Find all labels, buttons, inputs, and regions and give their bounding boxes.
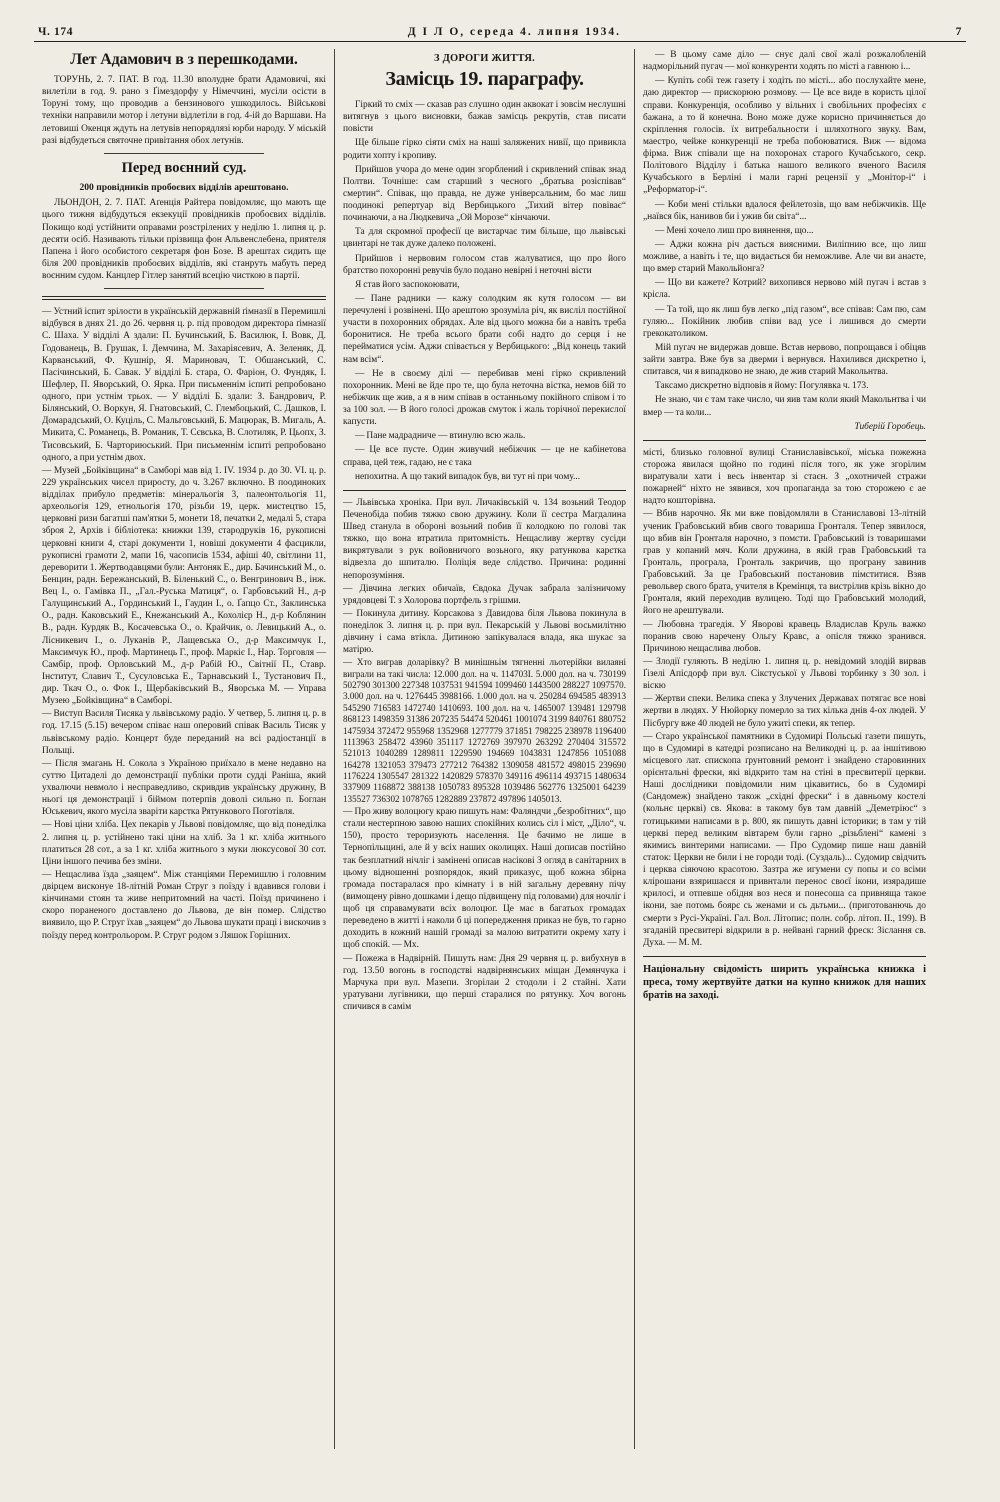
- news-item: — Про живу волоцюгу краю пишуть нам: Фаляндчи „безробітних“, що стали нестерпною завою наших спокійних колись сіл і міст, „Діло“, ч. 150), просто тероризують населення. Це бачимо не лише в Тернопільщині, але й у всіх наших околицях. Наші дописав постійно так безплатний нічліг і замінені описав насікові З огляд в санітарних в цьому відношенні розпорядок, який приказує, щоб кожна збірна громада постаралася про кімнату і в ній загальну деревяну пічу (вимощену рівно дошками і дещо підвищену під головами) для ночліг і щоб ця справамувати всіх волоцюг. Це має в багатьох громадах переведено в житті і наколи б ці попередження приказ не був, то гарно доходить в кожний нашій громаді за малою витратити окрему хату і щоб спокій. — Мх.: [343, 807, 626, 951]
- feuilleton-paragraph: — Не в своєму ділі — перебивав мені гірко скривлений похоронник. Мені ве йде про те, що була неточна вістка, немов бій то небіжчик ще жив, а я в ним співав в останньому покійного співом і то за 100 зол. — В його голосі дрожав смуток і жаль торічної перекислої капусти.: [343, 368, 626, 428]
- column-1: [34, 49, 334, 1449]
- feuilleton-paragraph: Я став його заспокоювати,: [355, 279, 460, 290]
- promotional-notice: Національну свідомість ширить українська книжка і преса, тому жертвуйте датки на купно книжок для наших братів на заході.: [643, 963, 926, 1002]
- news-item: — Після змагань Н. Сокола з Україною приїхало в мене недавно на суттю Цитаделі до демонстрації публіки проти судді Раніша, який ухвалючи невмоло і несправедливо, скривдив українську дружину, В ньогі ця демонстрації і біймом потерпів доволі сильно п. Боглан Юськевич, якого мусіла зваріти карстка Рятункового Поготівля.: [42, 758, 326, 818]
- divider: [104, 153, 263, 154]
- feuilleton-paragraph: — Пане мадрадниче — втинулю всю жаль.: [355, 431, 526, 442]
- feuilleton-paragraph: — Коби мені стільки вдалося фейлетозів, що вам небіжчиків. Ще „наївся бік, нанивов би і ужив би світа“...: [643, 199, 926, 222]
- feuilleton-paragraph: Прийшов учора до мене один згорблений і скривлений співак знад Полтви. Точніше: сам старший з чесного „братьва розіспівав“ смертин“. Співак, що правда, не дуже універсальним, бо має лиш поодинокі репертуар від Вербицького „Тихий вітер повіває“ починаючи, а на Людкевича „Ой Морозе“ кінчаючи.: [343, 164, 626, 224]
- feuilleton-paragraph: Та для скромної професії це вистарчає тим більше, що львівські цвинтарі не так дуже далеко положені.: [343, 227, 626, 250]
- news-item: місті, близько головної вулиці Станиславівської, міська пожежна сторожа явилася щойно по годині після того, як уже згорілим виратували хати і весь інвентар зі стаєн. З „охотничей стражи пожарней“ ніхто не зявився, хоч пропаганда за тою сторожею є ае надто кошторівна.: [643, 447, 926, 507]
- feuilleton-paragraph: — Мені хочело лиш про виянення, що...: [655, 225, 814, 236]
- feuilleton-signature: Тиберій Горобець.: [854, 421, 926, 432]
- divider: [104, 288, 263, 289]
- news-item: — Жертви спеки. Велика спека у Злучених Державах потягає все нові жертви в людях. У Нюйорку померло за тих кілька днів 4-ох людей. У Пісбургу вже 40 людей не було ужиті спеки, як тепер.: [643, 694, 926, 729]
- news-item: — Пожежа в Надвірній. Пишуть нам: Дня 29 червня ц. р. вибухнув в год. 13.50 вогонь в господстві надвірнянських міщан Демянчука і Марчука при вул. Мазепи. Згорілаи 2 стодоли і 2 стайні. Хати уратувани лугівники, що перші старалися по рятунку. Хоч вогонь спичився в самім: [343, 953, 626, 1013]
- feuilleton-paragraph: — Та той, що як лиш був легко „під газом“, все співав: Сам пю, сам гуляю... Покійник любив співи вад усе і лишився до смерти грекокатоликом.: [643, 304, 926, 339]
- section-divider: [42, 296, 326, 300]
- feuilleton-paragraph: Не знаю, чи є там таке число, чи яив там коли який Макольнтва і чи вмер — та коли...: [643, 395, 926, 418]
- news-item: — Дівчина легких обичаїв, Євдока Дучак забрала залізничому урядовцеві Т. з Холорова портфель з грішми.: [343, 583, 626, 606]
- section-divider: [343, 490, 626, 491]
- article-body-flight: ТОРУНЬ, 2. 7. ПАТ. В год. 11.30 вполудне брати Адамовичі, які вилетіли в год. 9. рано з Ґімездорфу у Німеччині, мусіли осісти в Торуні тому, що проводив а бензинового ушкодилось. Військові техніки направили мотор і летуни відлетіли в год. 4-ій до Варшави. На летовиші Окенця ждуть на летувів непорядлязі юрби народу. У міській разі відбудеться святочне привітання обох летунів.: [42, 75, 326, 146]
- article-body-court: ЛЬОНДОН, 2. 7. ПАТ. Аґенція Райтера повідомляє, що мають ще цього тижня відбудуться екзекуції провідників пробоєвих відділів. Покищо коді устійнити оправами розстрілених у неділю 1. липня ц. р. десяти осіб. Називають тільки прізвища фон Альвенслебена, приятеля Папена і його особистого секретаря фон Бозе. В арештах сидить ще біля 200 провідників пробоєвих відділів, які станруть мабуть перед воєнним судом. Канцлер Гітлер занятий всецію чисткою в партії.: [42, 198, 326, 281]
- feuilleton-paragraph: непохитна. А що такий випадок був, ви тут ні при чому...: [355, 471, 581, 482]
- news-item: — Вбив нарочно. Як ми вже повідомляли в Станиславові 13-літній ученик Грабовський вбив свого товариша Гронталя. Тепер зявилося, що вбив він Гронталя нарочно, з помсти. Грабовський із товаришами грав у копаний мяч. Коли дружина, в якій грав Грабовський та Гронталь, програла, Гронталь закричив, що програну завинив Грабовський. За це Грабовський постановив пімститися. Взяв револьвер свого брата, учителя в Кремінця, та вистрілив крізь вікно до Гронталя, який переходив вулицею. Тоді що Грабовський молодий, його не арештували.: [643, 509, 926, 617]
- feuilleton-paragraph: — Що ви кажете? Котрий? вихопився нервово мій пугач і встав з крісла.: [643, 278, 926, 301]
- masthead-issue: Ч. 174: [38, 26, 74, 38]
- feuilleton-paragraph: — Аджи кожна річ дається виясними. Виліпнию все, що лиш можливе, а навіть і те, що видається би неможливе. Але чи ви анаєте, що вмер старий Макольйонга?: [643, 239, 926, 275]
- article-headline-court: Перед воєнний суд.: [121, 159, 247, 176]
- masthead: [34, 26, 966, 41]
- news-item: — Злодії гуляють. В неділю 1. липня ц. р. невідомий злодій вирвав Ґізелі Апісдорф при вул. Сікстуської у Львові торбинку з 30 зол. і віскю: [643, 656, 926, 692]
- news-item: — Нові ціни хліба. Цех пекарів у Львові повідомляє, що від понеділка 2. липня ц. р. устійнено такі ціни на хліб. За 1 кг. хліба житнього платиться 28 сот., а за 1 кг. хліба житнього з муки люксусової 30 сот. Ціни іншого печива без зміни.: [42, 820, 326, 867]
- feuilleton-paragraph: — Це все пусте. Один живучий небіжчик — це не кабінетова справа, цей теж, гадаю, не є така: [343, 445, 626, 468]
- feuilleton-paragraph: Гіркий то сміх — сказав раз слушно один аквокат і зовсім неслушні витягнув з цього висновки, бажав замісць рекрутів, став писати повісти: [343, 100, 626, 135]
- section-divider: [643, 440, 926, 441]
- news-item-lottery: — Хто виграв доларівку? В минішньім тягненні льотерійки вилаяні виграли на такі числа: 12.000 дол. на ч. 114703І. 5.000 дол. на ч. 730199 502790 301300 227348 1037531 941594 1099460 1443500 288227 1097570. 3.000 дол. на ч. 1276445 3988166. 1.000 дол. на ч. 250284 694585 483913 545290 716583 1472740 1410693. 100 дол. на ч. 1465007 139481 129798 868123 1498359 31386 207235 54474 520461 1001074 3199 840761 880752 1475934 372472 955968 1352968 1277779 371851 798225 238978 1196400 1113963 258472 43960 351117 1272769 397970 263292 270404 315572 521013 1040289 1289811 1229590 194669 1043831 1247856 1051088 164278 1321053 379473 277212 764382 1309058 481572 498015 239690 1176224 1305547 281322 1420829 578370 349116 496114 493715 1480634 337909 1168872 388138 1050783 895328 1039486 562776 1325001 64239 135527 736302 1078765 1282889 237872 497896 1405013.: [343, 657, 626, 804]
- news-item: — Львівська хроніка. При вул. Личаківській ч. 134 возьний Теодор Печенобіда побив тяжко свою дружину. Коли її сестра Магдалина Швед станула в обороні возьний побив її колодкою по голові так тяжко, що вона втратила притомність. Нещасливу жертву сусіди викрятували з рук войовничого возьного, яку ратункова карєтка відвезла до шпиталю. Поліція веде слідство. Причина: родинні непорозуміння.: [343, 497, 626, 581]
- news-item: — Нещаслива їзда „заяцем“. Між станціями Перемишлю і головним двірцем висконуе 18-літній Роман Струг з поїзду і вдавився голови і кінчинами стоян та живе непритомний на часті. Поїзд причинено і скоро пораненого доставлено до Львова, де він помер. Слідство виявило, що Р. Струг їхав „заяцем“ до Львова шукати праці і вискочив з поїзду перед контрольором. Р. Струг родом з Ляшок Горішних.: [42, 869, 326, 941]
- feuilleton-paragraph: Прийшов і нервовим голосом став жалуватися, що про його братство похоронні ревучів було подано невірні і неточні вісти: [343, 253, 626, 276]
- news-item: — Виступ Василя Тисяка у львівському радіо. У четвер, 5. липня ц. р. в год. 17.15 (5.15) вечером співає наш оперовий співак Василь Тисяк у львівському радіо. Концерт буде переданий на всі радіостанції в Польщі.: [42, 709, 326, 756]
- masthead-title: Д І Л О, середа 4. липня 1934.: [407, 26, 621, 38]
- feuilleton-title: Замісць 19. параграфу.: [385, 68, 584, 90]
- column-2: [334, 49, 634, 1449]
- feuilleton-paragraph: Ще більше гірко сіяти сміх на наші заляжених нивії, що привикла родити хопту і кропиву.: [343, 138, 626, 161]
- news-item: — Покинула дитину. Корсакова з Давидова біля Львова покинула в понеділок 3. липня ц. р. при вул. Пекарській у Львові восьмилітню дівчину і сама втікла. Дитиною запікувалася влада, яка шукає за матірю.: [343, 608, 626, 656]
- column-3: [634, 49, 934, 1449]
- article-headline-flight: Лет Адамович в з перешкодами.: [70, 51, 298, 68]
- feuilleton-paragraph: Таксамо дискретно відповів я йому: Погулявка ч. 173.: [655, 381, 869, 392]
- feuilleton-paragraph: — Купіть собі теж газету і ходіть по місті... або послухайте мене, даю директор — прискорюю розмову. — Це все виде в користь цілої справи. Конкуренція, особливо у вільних і свобільних професіях є бажана, а то й конечна. Воно може дуже корисно причиняється до скріплення голосів. їх витребальности і шляхотного звуку. Вам, маестро, чейже конкуренції не треба побоюватися. Виж — відома фірма. Виж співали ще на похоронах старого Кучабського, секр. Політового Відділу і батька нашого великого вченого Василя Кучабського в Берліні і мали гарні рецензії у „Монітор-і“ і „Реформатор-і“.: [643, 76, 926, 196]
- news-item: — Устний іспит зрілости в українській державній ґімназії в Перемишлі відбувся в днях 21. до 26. червня ц. р. під проводом директора ґімназії С. Шаха. У відділі А здали: П. Бучинський, Б. Василюк, І. Вовк, Д. Годованець, В. Грушак, І. Демчина, М. Захаріясевич, А. Зеленяк, Д. Карванський, Ф. Кушнір, Я. Мариновач, Т. Обшанський, С. Пасічинський, Б. Савак. У відділі Б. стара, О. Фаріон, О. Фундяк, І. Шефлер, П. Яворський, О. Ярка. При письменнім іспиті репробовано одного, при устнім трьох. — У відділі Б. здали: З. Бандрович, Р. Білянський, О. Воркун, Я. Гнатовський, С. Глембоцький, С. Дашков, І. Домарадський, О. Куціль, С. Мальговський, Б. Мацюрак, В. Мигаль, А. Микита, С. Романець, В. Романик, Т. Сєвська, В. Слотиляк, Р. Цьопх, З. Тисовський, Б. Чарториюський. При письменнім іспиті репробовано одного, а при устнім двох.: [42, 307, 326, 463]
- masthead-page-number: 7: [955, 26, 962, 38]
- feuilleton-paragraph: Мій пугач не видержав довше. Встав нервово, попрощався і обіцяв зайти завтра. Вже був за дверми і вернувся. Нахилився дискретно і, спитався, чи я випадково не знаю, де жив старий Макольнтва.: [643, 342, 926, 378]
- feuilleton-paragraph: — В цьому саме діло — снує далі свої жалі розжалобленій надморільний пугач — мої конкуренти ходять по місті а гавнюю і...: [643, 50, 926, 73]
- news-item: — Любовна трагедія. У Яворові кравець Владислав Круль важко поранив свою наречену Ольгу Кравс, а опісля тяжко зранився. Причиною нещаслива любов.: [643, 619, 926, 654]
- feuilleton-paragraph: — Пане радники — кажу солодким як кутя голосом — ви перечулені і розвінені. Що арештою зрозуміла річ, як висліл постійної участи в похоронних обрядах. Але від цього можна би а навіть треба боронитися. Не треба всього брати собі надто до серця і не перейматися усім. Аджи співається у Вербицького: „Від конець такий нам всім“.: [343, 293, 626, 365]
- news-item: — Музей „Бойківщина“ в Самборі мав від 1. IV. 1934 р. до 30. VI. ц. р. 229 українських чисел приросту, до ч. 3.267 включно. В поодиноких відділах прибуло предметів: мінеральогія 3, палеонтольогія 11, археольогія 129, етнольогія 170, різьби 19, церк. мистецтво 15, церковні ризи багатші пам'ятки 5, монети 18, печатки 2, медалі 5, стара зброя 2, Архів і бібліотека: книжки 139, стародруків 16, рукописні церковні книги 4, старі документи 1, новіші документи 4 фасцикли, рукописні грамоти 2, мапи 16, часописів 1534, афіші 40, світлини 11, дереворити 1. Жертводавцями були: Антоняк Е., дир. Бачинський М., о. Бенцин, радн. Бережанський, В. Біленький С., о. Венгринович В., інж. Вец І., о. Гамівка П., „Гал.-Руська Матиця“, о. Гарбовський Н., д-р Галущинський А., Гординський І., Гаудин І., о. Ґапцо Ст., Заклинська О., радн. Каковський Е., Кнежанський А., Кохолієр Н., д-р Коблянин В., радн. Курдяк В., Косачевська О., о. Крайчик, о. Левицький А., о. Лісникевич І., о. Луканів Р., Лащевська О., д-р Максимчук І., Максимчук Ю., проф. Мартинець Г., проф. Маркіє І., Нар. Торговля — Самбір, проф. Орловський М., д-р Рабій Ю., Світнії П., Ставр. Інститут, Славич Т., Сусуловська Е., Тарнавський І., Тустанович П., дир. Ткач О., о. Фок І., Щербаківський В., Яворська М. — Управа Музею „Бойківщина“ в Самборі.: [42, 465, 326, 707]
- section-divider: [643, 956, 926, 957]
- columns-container: [34, 49, 966, 1449]
- section-kicker: З ДОРОГИ ЖИТТЯ.: [434, 53, 535, 64]
- article-subhead-court: 200 провідників пробоєвих відділів арештовано.: [79, 181, 289, 193]
- news-item: — Старо української памятники в Судомирі Польські газети пишуть, що в Судомирі в катедрі розписано на Великодні ц. р. аа іншітивою місцевого лат. єпископа ґрунтовний ремонт і знайдено старовинних орієнтальні фрески, які відкрито там на стіні в пресвитерії церкви. Наші дослідники повідомили ним цікавитись, бо в Судомирі (Сандомеж) знайдено також „східні фрески“ і в давньому костелі (кольнє церкві) св. Якова: в такому був там давній „Деметріюс“ з готицькими написами в р. 800, як пишуть давні історики; в там у тій церкві перед великим вівтарем були гарно „різьблені“ камені з якимись винтерими написами. — Про Судомир пише наш давній статок: Церкви не били і не городи тоді. (Суздаль)... Судомир свідчить і церква сіяючою красотою. Зазтра же игумени су попы и со всіми клірошани взяришаєся и привнтали перенос своєї ікони, изярадише крилосі, и отпевше обідня воз неся и понесоша са привняща такое ікони, зае потомь боярє сь женами и сь дьтьми... (приготованючь до смерти з Русі-Україні. Гал. Вол. Літопис; полн. собр. літоп. ІІ., 199). В згаданій пресвитері відкрили в р. нейвані гарний фреск: Зіслання св. Духа. — М. М.: [643, 731, 926, 948]
- masthead-rule: [34, 41, 966, 42]
